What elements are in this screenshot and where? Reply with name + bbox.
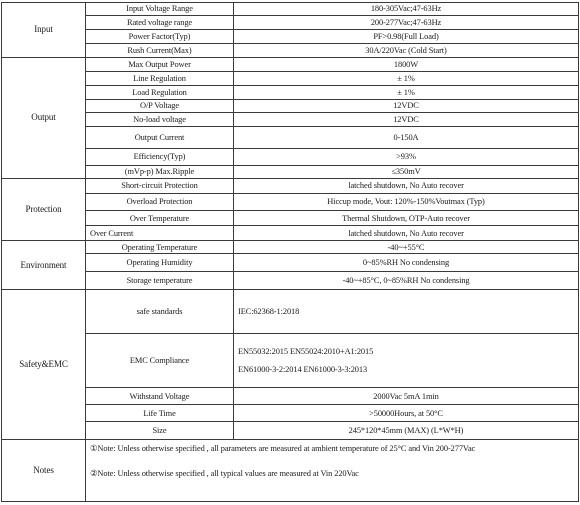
spec-value: PF>0.98(Full Load) [234,29,579,43]
table-row [2,43,579,57]
table-row [2,193,579,210]
spec-value: 180-305Vac;47-63Hz [234,3,579,16]
table-row [2,99,579,113]
table-row [2,388,579,405]
spec-label: Output Current [86,127,234,148]
spec-value: 200-277Vac;47-63Hz [234,15,579,29]
spec-label: No-load voltage [86,113,234,127]
spec-value-multiline [234,334,579,388]
table-row [2,165,579,178]
spec-label: O/P Voltage [86,99,234,113]
spec-label: Power Factor(Typ) [86,29,234,43]
spec-label: Life Time [86,405,234,422]
spec-value: 12VDC [234,99,579,113]
table-row [2,85,579,99]
table-row [2,334,579,388]
table-row [2,29,579,43]
table-row [2,226,579,241]
emc-standard-line: EN55032:2015 EN55024:2010+A1:2015 [238,347,374,357]
spec-label: Withstand Voltage [86,388,234,405]
table-row [2,272,579,290]
spec-value: 2000Vac 5mA 1min [234,388,579,405]
group-label-environment: Environment [2,241,86,290]
spec-value: latched shutdown, No Auto recover [234,226,579,241]
spec-value: ≤350mV [234,165,579,178]
spec-label: Over Temperature [86,211,234,226]
spec-label: Size [86,422,234,439]
spec-value: ± 1% [234,71,579,85]
table-row [2,71,579,85]
spec-label: Over Current [86,226,234,241]
table-row [2,57,579,71]
spec-value: 0-150A [234,127,579,148]
emc-standard-line: EN61000-3-2:2014 EN61000-3-3:2013 [238,365,368,375]
spec-label: Line Regulation [86,71,234,85]
spec-value: IEC:62368-1:2018 [234,290,579,334]
spec-value: -40~+55°C [234,241,579,254]
note-line: ②Note: Unless otherwise specified , all typical values are measured at Vin 220Vac [90,468,359,478]
table-row [2,439,579,502]
table-row [2,241,579,254]
group-label-input: Input [2,3,86,58]
spec-label: Efficiency(Typ) [86,148,234,165]
spec-label: Rated voltage range [86,15,234,29]
spec-value: >93% [234,148,579,165]
spec-value: 0~85%RH No condensing [234,253,579,271]
spec-value: 12VDC [234,113,579,127]
table-row [2,290,579,334]
spec-value: >50000Hours, at 50°C [234,405,579,422]
spec-value: Hiccup mode, Vout: 120%-150%Voutmax (Typ) [234,193,579,210]
spec-label: Rush Current(Max) [86,43,234,57]
spec-label: Load Regulation [86,85,234,99]
spec-value: 30A/220Vac (Cold Start) [234,43,579,57]
spec-value: -40~+85°C, 0~85%RH No condensing [234,272,579,290]
table-row [2,178,579,193]
spec-label: Storage temperature [86,272,234,290]
spec-label: Input Voltage Range [86,3,234,16]
table-row [2,148,579,165]
table-row [2,422,579,439]
group-label-output: Output [2,57,86,178]
spec-label: Overload Protection [86,193,234,210]
spec-value: Thermal Shutdown, OTP-Auto recover [234,211,579,226]
spec-label: Operating Humidity [86,253,234,271]
table-row [2,253,579,271]
spec-value: 1800W [234,57,579,71]
notes-text [86,439,579,502]
group-label-safety-emc: Safety&EMC [2,290,86,439]
table-row [2,113,579,127]
spec-value: ± 1% [234,85,579,99]
spec-label: Max Output Power [86,57,234,71]
spec-label: (mVp-p) Max.Ripple [86,165,234,178]
spec-value: 245*120*45mm (MAX) (L*W*H) [234,422,579,439]
spec-label: Short-circuit Protection [86,178,234,193]
table-row [2,3,579,16]
spec-label: safe standards [86,290,234,334]
table-row [2,15,579,29]
group-label-protection: Protection [2,178,86,240]
spec-table [1,2,579,502]
table-row [2,127,579,148]
spec-value: latched shutdown, No Auto recover [234,178,579,193]
table-row [2,211,579,226]
note-line: ①Note: Unless otherwise specified , all parameters are measured at ambient temperature of 25°C and Vin 200-277Vac [90,443,476,453]
spec-label: EMC Compliance [86,334,234,388]
group-label-notes: Notes [2,439,86,502]
spec-label: Operating Temperature [86,241,234,254]
table-row [2,405,579,422]
